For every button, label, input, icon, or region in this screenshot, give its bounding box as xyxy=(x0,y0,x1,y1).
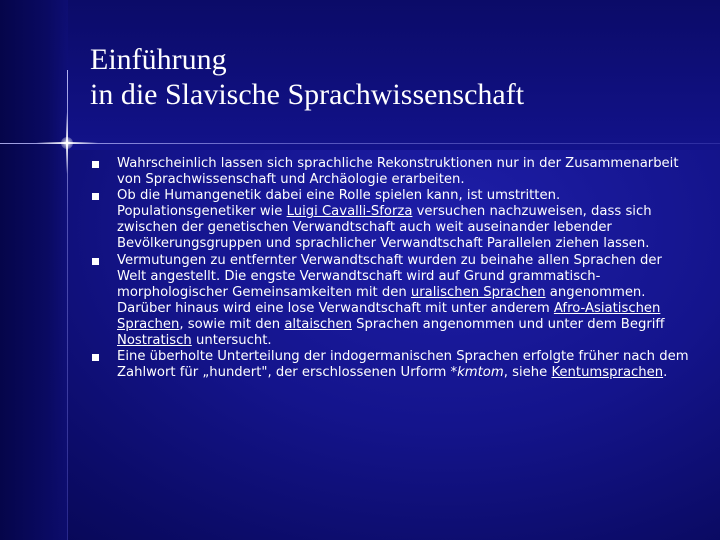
link-afro-asiatische-sprachen[interactable]: Afro-Asiatischen Sprachen xyxy=(117,300,661,332)
square-bullet-icon xyxy=(92,354,99,361)
sparkle-cross-icon xyxy=(36,112,98,174)
bullet-text: Eine überholte Unterteilung der indogermanischen Sprachen erfolgte früher nach dem Zahlwort für „hundert", der erschlossenen Urform * xyxy=(117,349,689,381)
bullet-text: , siehe xyxy=(503,365,552,381)
link-nostratisch[interactable]: Nostratisch xyxy=(117,333,192,349)
square-bullet-icon xyxy=(92,193,99,200)
link-uralische-sprachen[interactable]: uralischen Sprachen xyxy=(410,284,546,300)
title-line-1: Einführung xyxy=(90,43,227,76)
horizontal-rule xyxy=(0,143,720,144)
bullet-item xyxy=(92,188,692,252)
bullet-text: Wahrscheinlich lassen sich sprachliche Rekonstruktionen nur in der Zusammenarbeit von Sprachwissenschaft und Archäologie erarbeiten. xyxy=(117,156,679,188)
slide-title xyxy=(90,42,524,112)
square-bullet-icon xyxy=(92,161,99,168)
link-kentumsprachen[interactable]: Kentumsprachen xyxy=(551,365,664,381)
link-cavalli-sforza[interactable]: Luigi Cavalli-Sforza xyxy=(286,204,413,220)
bullet-text: Ob die Humangenetik dabei eine Rolle spielen kann, ist umstritten. Populationsgenetiker wie xyxy=(117,188,561,220)
bullet-text: untersucht. xyxy=(191,333,272,349)
bullet-text: . xyxy=(663,365,668,381)
bullet-list xyxy=(92,156,692,381)
bullet-text: Vermutungen zu entfernter Verwandtschaft wurden zu beinahe allen Sprachen der Welt angestellt. Die engste Verwandtschaft wird auf Grund grammatisch-morphologischer Gemeinsamkeiten mit den xyxy=(117,252,662,300)
left-band xyxy=(0,0,68,540)
bullet-item xyxy=(92,253,692,350)
bullet-item xyxy=(92,349,692,381)
bullet-item xyxy=(92,156,692,188)
bullet-text: Sprachen angenommen und unter dem Begriff xyxy=(351,316,665,332)
bullet-text: versuchen nachzuweisen, dass sich zwischen der genetischen Verwandtschaft auch weit auseinander lebender Bevölkerungsgruppen und sprachlicher Verwandtschaft Parallelen ziehen lassen. xyxy=(117,204,652,252)
italic-term: kmtom xyxy=(457,365,504,381)
link-altaische[interactable]: altaischen xyxy=(284,316,352,332)
bullet-text: , sowie mit den xyxy=(179,316,285,332)
title-line-2: in die Slavische Sprachwissenschaft xyxy=(90,78,525,111)
bullet-text: angenommen. Darüber hinaus wird eine lose Verwandtschaft mit unter anderem xyxy=(117,284,646,316)
square-bullet-icon xyxy=(92,258,99,265)
